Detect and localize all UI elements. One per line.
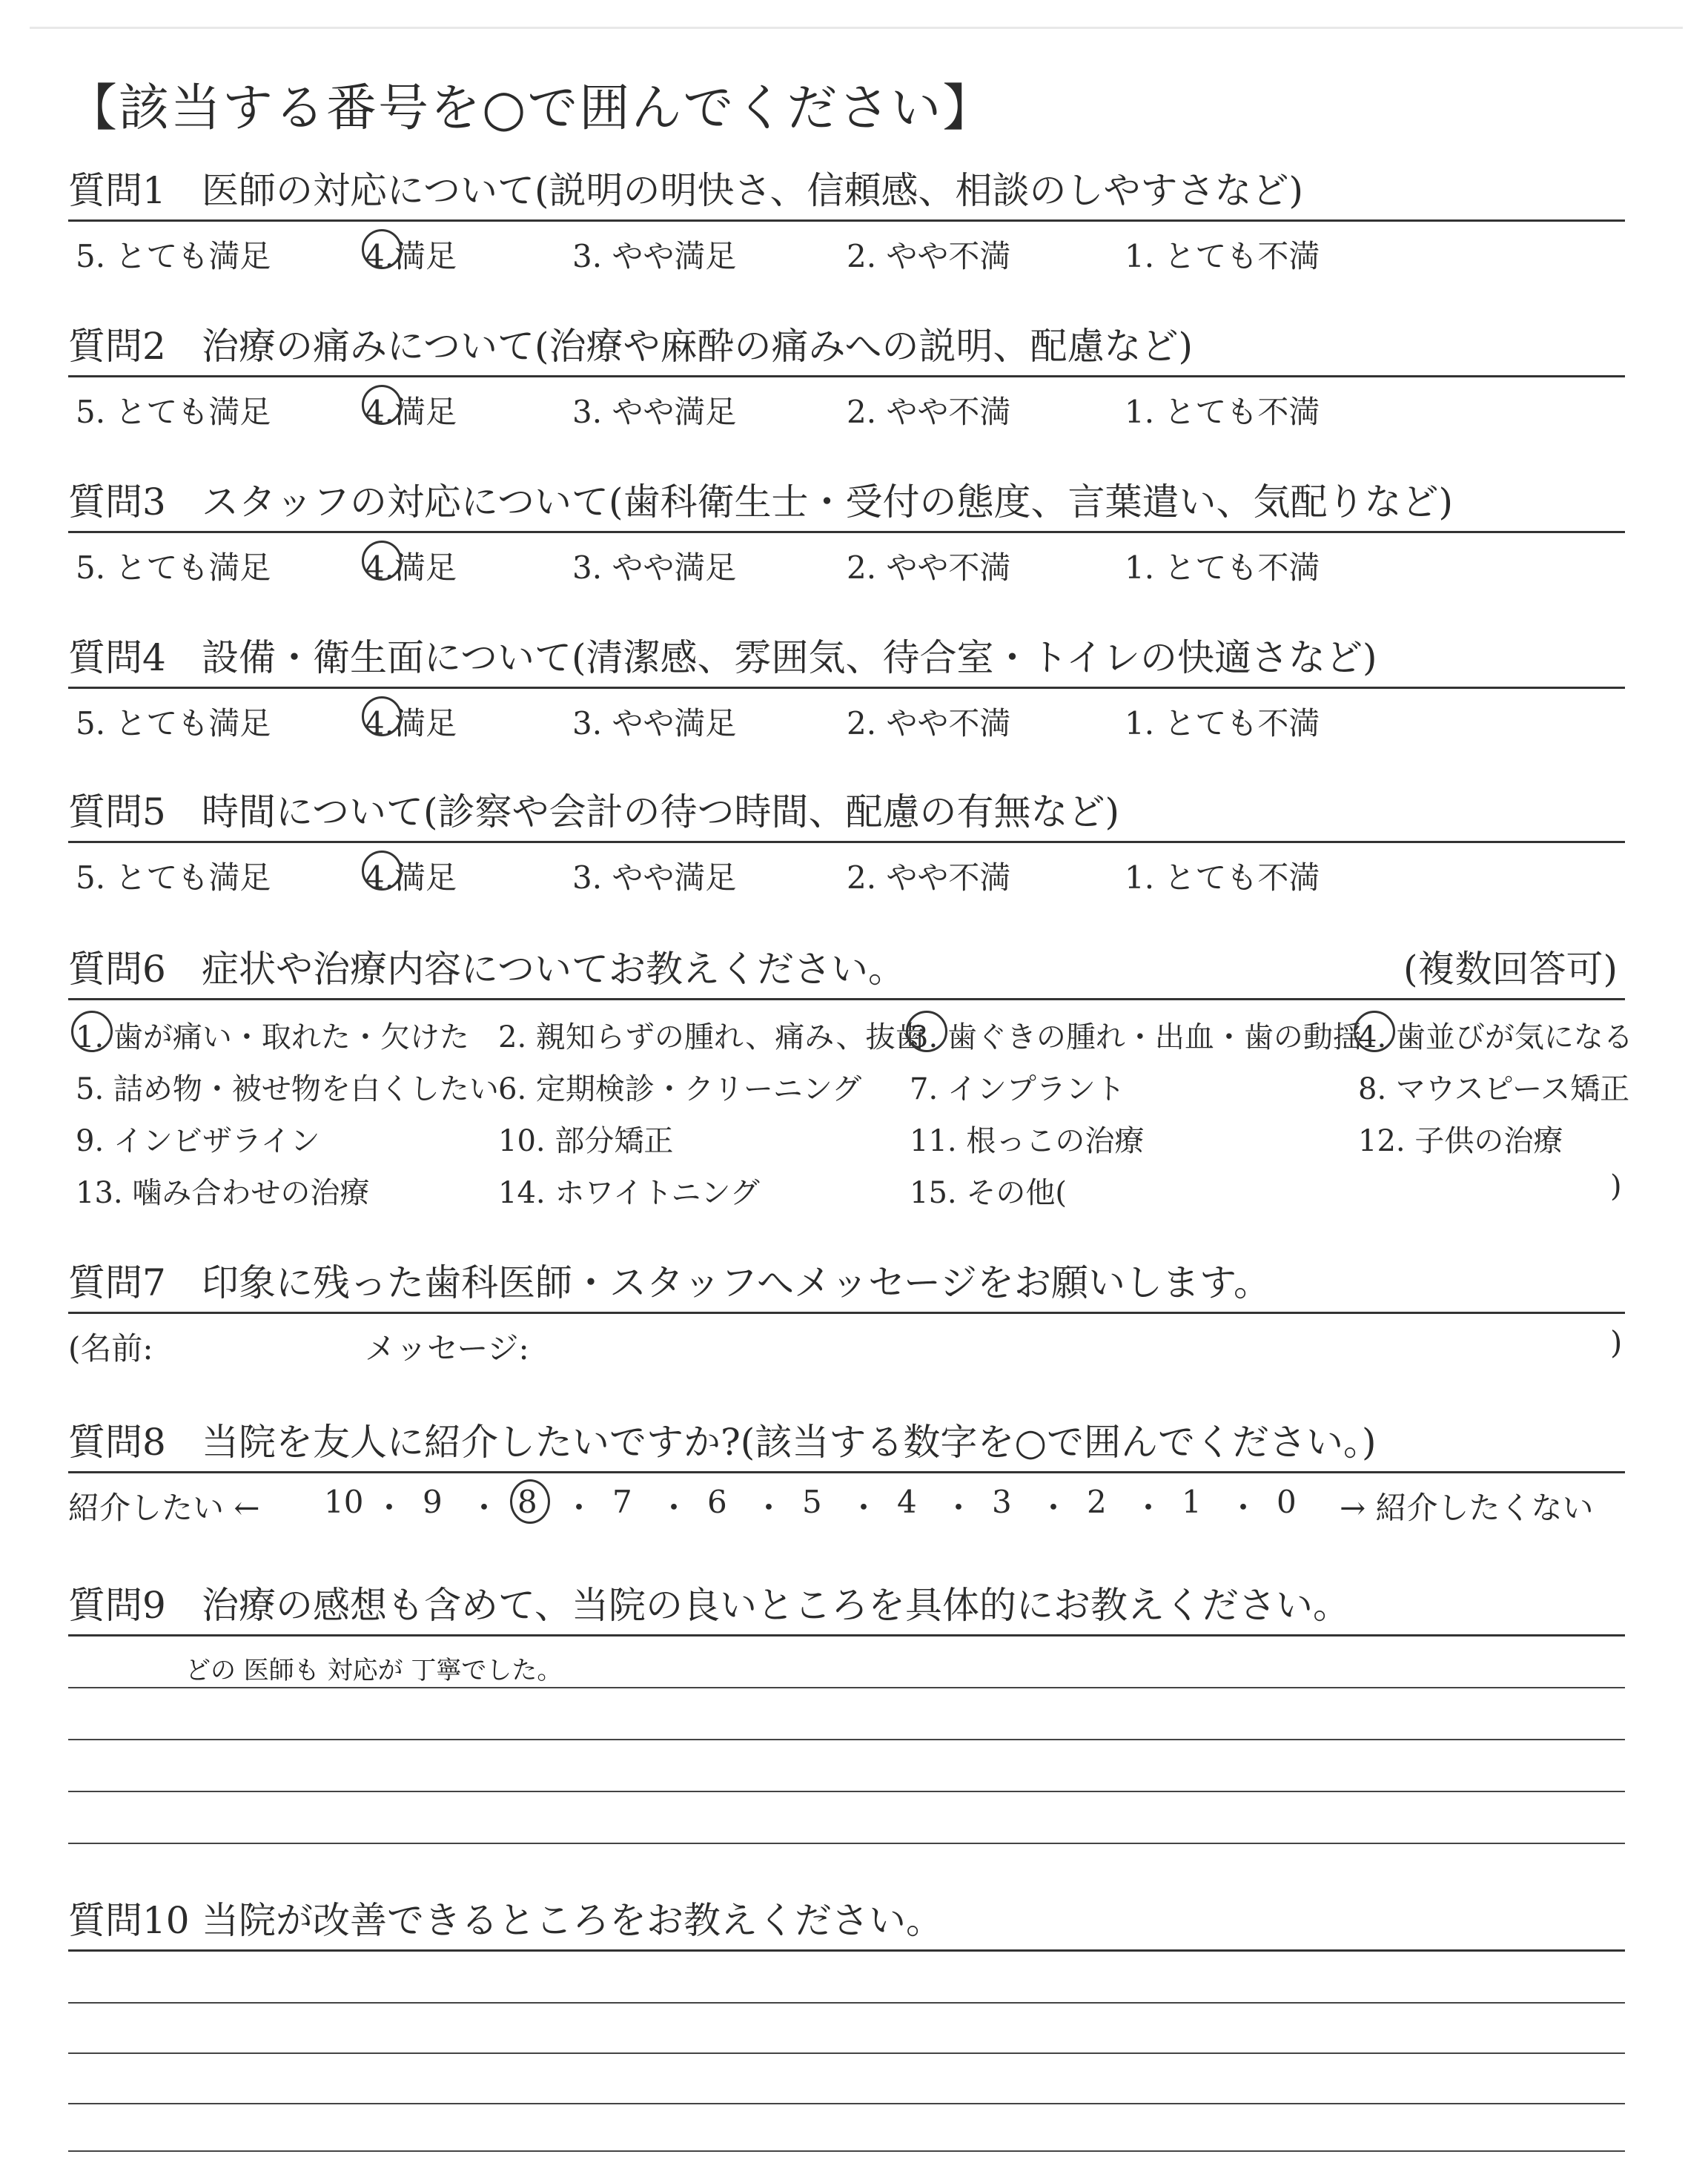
option-1[interactable]: 1. とても不満 <box>1125 549 1320 586</box>
question-text: 設備・衛生面について(清潔感、雰囲気、待合室・トイレの快適さなど) <box>202 636 1377 679</box>
question-number: 質問7 <box>68 1261 166 1304</box>
option-3[interactable]: 3. やや満足 <box>572 238 737 274</box>
divider <box>68 1634 1625 1636</box>
selected-score-circle <box>510 1479 550 1524</box>
option-child-care[interactable]: 12. 子供の治療 <box>1358 1124 1563 1158</box>
answer-line <box>68 1843 1625 1844</box>
option-implant[interactable]: 7. インプラント <box>910 1072 1125 1106</box>
option-2[interactable]: 2. やや不満 <box>847 394 1011 430</box>
option-checkup[interactable]: 6. 定期検診・クリーニング <box>498 1072 862 1106</box>
score-9[interactable]: 9 <box>423 1484 443 1520</box>
separator: ・ <box>1133 1490 1165 1526</box>
option-1[interactable]: 1. とても不満 <box>1125 394 1320 430</box>
option-5[interactable]: 5. とても満足 <box>76 394 271 430</box>
answer-line <box>68 2103 1625 2104</box>
handwritten-answer: どの 医師も 対応が 丁寧でした。 <box>185 1656 563 1685</box>
question-text: 治療の感想も含めて、当院の良いところを具体的にお教えください。 <box>202 1584 1350 1627</box>
other-close-paren: ) <box>1610 1169 1622 1203</box>
option-2[interactable]: 2. やや不満 <box>847 549 1011 586</box>
question-number: 質問1 <box>68 169 166 212</box>
question-2 <box>68 320 1625 429</box>
question-3 <box>68 476 1625 585</box>
option-2[interactable]: 2. やや不満 <box>847 705 1011 742</box>
instruction-heading: 【該当する番号を○で囲んでください】 <box>67 79 995 138</box>
answer-circle <box>362 851 402 891</box>
option-gum-issues[interactable]: 3. 歯ぐきの腫れ・出血・歯の動揺 <box>910 1020 1363 1054</box>
answer-line <box>68 1791 1625 1792</box>
answer-circle <box>362 541 402 581</box>
question-number: 質問2 <box>68 325 166 368</box>
option-5[interactable]: 5. とても満足 <box>76 705 271 742</box>
message-fields <box>68 1314 1625 1366</box>
recommend-scale <box>68 1473 1625 1525</box>
separator: ・ <box>1228 1490 1260 1526</box>
answer-circle <box>1354 1011 1395 1052</box>
separator: ・ <box>848 1490 880 1526</box>
score-0[interactable]: 0 <box>1277 1484 1297 1520</box>
option-invisalign[interactable]: 9. インビザライン <box>76 1124 320 1158</box>
question-8 <box>68 1416 1625 1525</box>
treatment-options <box>68 1000 1633 1215</box>
name-label: (名前: <box>68 1330 153 1367</box>
answer-circle <box>362 229 402 269</box>
score-2[interactable]: 2 <box>1087 1484 1107 1520</box>
separator: ・ <box>753 1490 785 1526</box>
message-label: メッセージ: <box>365 1330 529 1367</box>
option-whitening[interactable]: 14. ホワイトニング <box>498 1176 760 1210</box>
rating-options <box>68 377 1625 429</box>
option-5[interactable]: 5. とても満足 <box>76 859 271 896</box>
option-4[interactable]: 4.満足 <box>365 549 457 586</box>
question-number: 質問9 <box>68 1584 166 1627</box>
option-wisdom-tooth[interactable]: 2. 親知らずの腫れ、痛み、抜歯 <box>498 1020 925 1054</box>
question-10 <box>68 1895 1625 1952</box>
option-3[interactable]: 3. やや満足 <box>572 859 737 896</box>
question-text: 症状や治療内容についてお教えください。 <box>202 948 905 991</box>
divider <box>68 1949 1625 1952</box>
rating-options <box>68 689 1625 741</box>
option-2[interactable]: 2. やや不満 <box>847 859 1011 896</box>
answer-line <box>68 1739 1625 1740</box>
message-close-paren: ) <box>1610 1324 1623 1361</box>
question-5 <box>68 786 1625 895</box>
question-text: スタッフの対応について(歯科衛生士・受付の態度、言葉遣い、気配りなど) <box>202 480 1454 524</box>
option-4[interactable]: 4.満足 <box>365 394 457 430</box>
rating-options <box>68 222 1625 274</box>
separator: ・ <box>469 1490 500 1526</box>
option-alignment[interactable]: 4. 歯並びが気になる <box>1358 1020 1633 1054</box>
question-number: 質問4 <box>68 636 166 679</box>
option-5[interactable]: 5. とても満足 <box>76 238 271 274</box>
answer-line <box>68 2002 1625 2004</box>
question-number: 質問10 <box>68 1899 190 1942</box>
option-3[interactable]: 3. やや満足 <box>572 549 737 586</box>
score-6[interactable]: 6 <box>707 1484 727 1520</box>
question-7 <box>68 1257 1625 1366</box>
score-3[interactable]: 3 <box>992 1484 1012 1520</box>
question-number: 質問3 <box>68 480 166 524</box>
separator: ・ <box>374 1490 406 1526</box>
option-toothache[interactable]: 1. 歯が痛い・取れた・欠けた <box>76 1020 469 1054</box>
option-3[interactable]: 3. やや満足 <box>572 394 737 430</box>
question-number: 質問8 <box>68 1421 166 1464</box>
question-text: 当院を友人に紹介したいですか?(該当する数字を○で囲んでください。) <box>202 1421 1377 1464</box>
question-text: 治療の痛みについて(治療や麻酔の痛みへの説明、配慮など) <box>202 325 1194 368</box>
option-4[interactable]: 4.満足 <box>365 705 457 742</box>
option-5[interactable]: 5. とても満足 <box>76 549 271 586</box>
option-4[interactable]: 4.満足 <box>365 238 457 274</box>
separator: ・ <box>563 1490 595 1526</box>
score-5[interactable]: 5 <box>802 1484 822 1520</box>
separator: ・ <box>1038 1490 1070 1526</box>
multiple-answer-note: (複数回答可) <box>1403 948 1618 991</box>
answer-circle <box>362 385 402 425</box>
question-text: 印象に残った歯科医師・スタッフへメッセージをお願いします。 <box>202 1261 1271 1304</box>
answer-circle <box>906 1011 947 1052</box>
question-text: 当院が改善できるところをお教えください。 <box>202 1899 943 1942</box>
option-partial-ortho[interactable]: 10. 部分矯正 <box>498 1124 674 1158</box>
question-number: 質問5 <box>68 790 166 833</box>
option-1[interactable]: 1. とても不満 <box>1125 238 1320 274</box>
separator: ・ <box>943 1490 975 1526</box>
option-root-canal[interactable]: 11. 根っこの治療 <box>910 1124 1145 1158</box>
question-number: 質問6 <box>68 948 166 991</box>
answer-line <box>68 2150 1625 2152</box>
score-1[interactable]: 1 <box>1182 1484 1202 1520</box>
option-1[interactable]: 1. とても不満 <box>1125 705 1320 742</box>
score-4[interactable]: 4 <box>897 1484 917 1520</box>
question-1 <box>68 165 1625 274</box>
option-whitening-fillings[interactable]: 5. 詰め物・被せ物を白くしたい <box>76 1072 499 1106</box>
recommend-right-label: → 紹介したくない <box>1340 1490 1594 1526</box>
option-other[interactable]: 15. その他( <box>910 1176 1067 1210</box>
answer-line <box>68 2052 1625 2054</box>
question-4 <box>68 632 1625 741</box>
option-3[interactable]: 3. やや満足 <box>572 705 737 742</box>
question-9 <box>68 1579 1625 1636</box>
option-mouthpiece[interactable]: 8. マウスピース矯正 <box>1358 1072 1630 1106</box>
question-text: 医師の対応について(説明の明快さ、信頼感、相談のしやすさなど) <box>202 169 1304 212</box>
score-7[interactable]: 7 <box>612 1484 632 1520</box>
option-4[interactable]: 4.満足 <box>365 859 457 896</box>
option-bite[interactable]: 13. 噛み合わせの治療 <box>76 1176 370 1210</box>
separator: ・ <box>658 1490 690 1526</box>
question-6 <box>68 943 1633 1215</box>
rating-options <box>68 533 1625 585</box>
option-1[interactable]: 1. とても不満 <box>1125 859 1320 896</box>
score-8[interactable]: 8 <box>517 1484 537 1520</box>
recommend-left-label: 紹介したい ← <box>68 1490 260 1526</box>
answer-circle <box>362 696 402 736</box>
scan-edge <box>30 27 1683 29</box>
score-10[interactable]: 10 <box>324 1484 364 1520</box>
rating-options <box>68 843 1625 895</box>
answer-line <box>68 1687 1625 1688</box>
answer-circle <box>71 1011 113 1052</box>
option-2[interactable]: 2. やや不満 <box>847 238 1011 274</box>
question-text: 時間について(診察や会計の待つ時間、配慮の有無など) <box>202 790 1120 833</box>
